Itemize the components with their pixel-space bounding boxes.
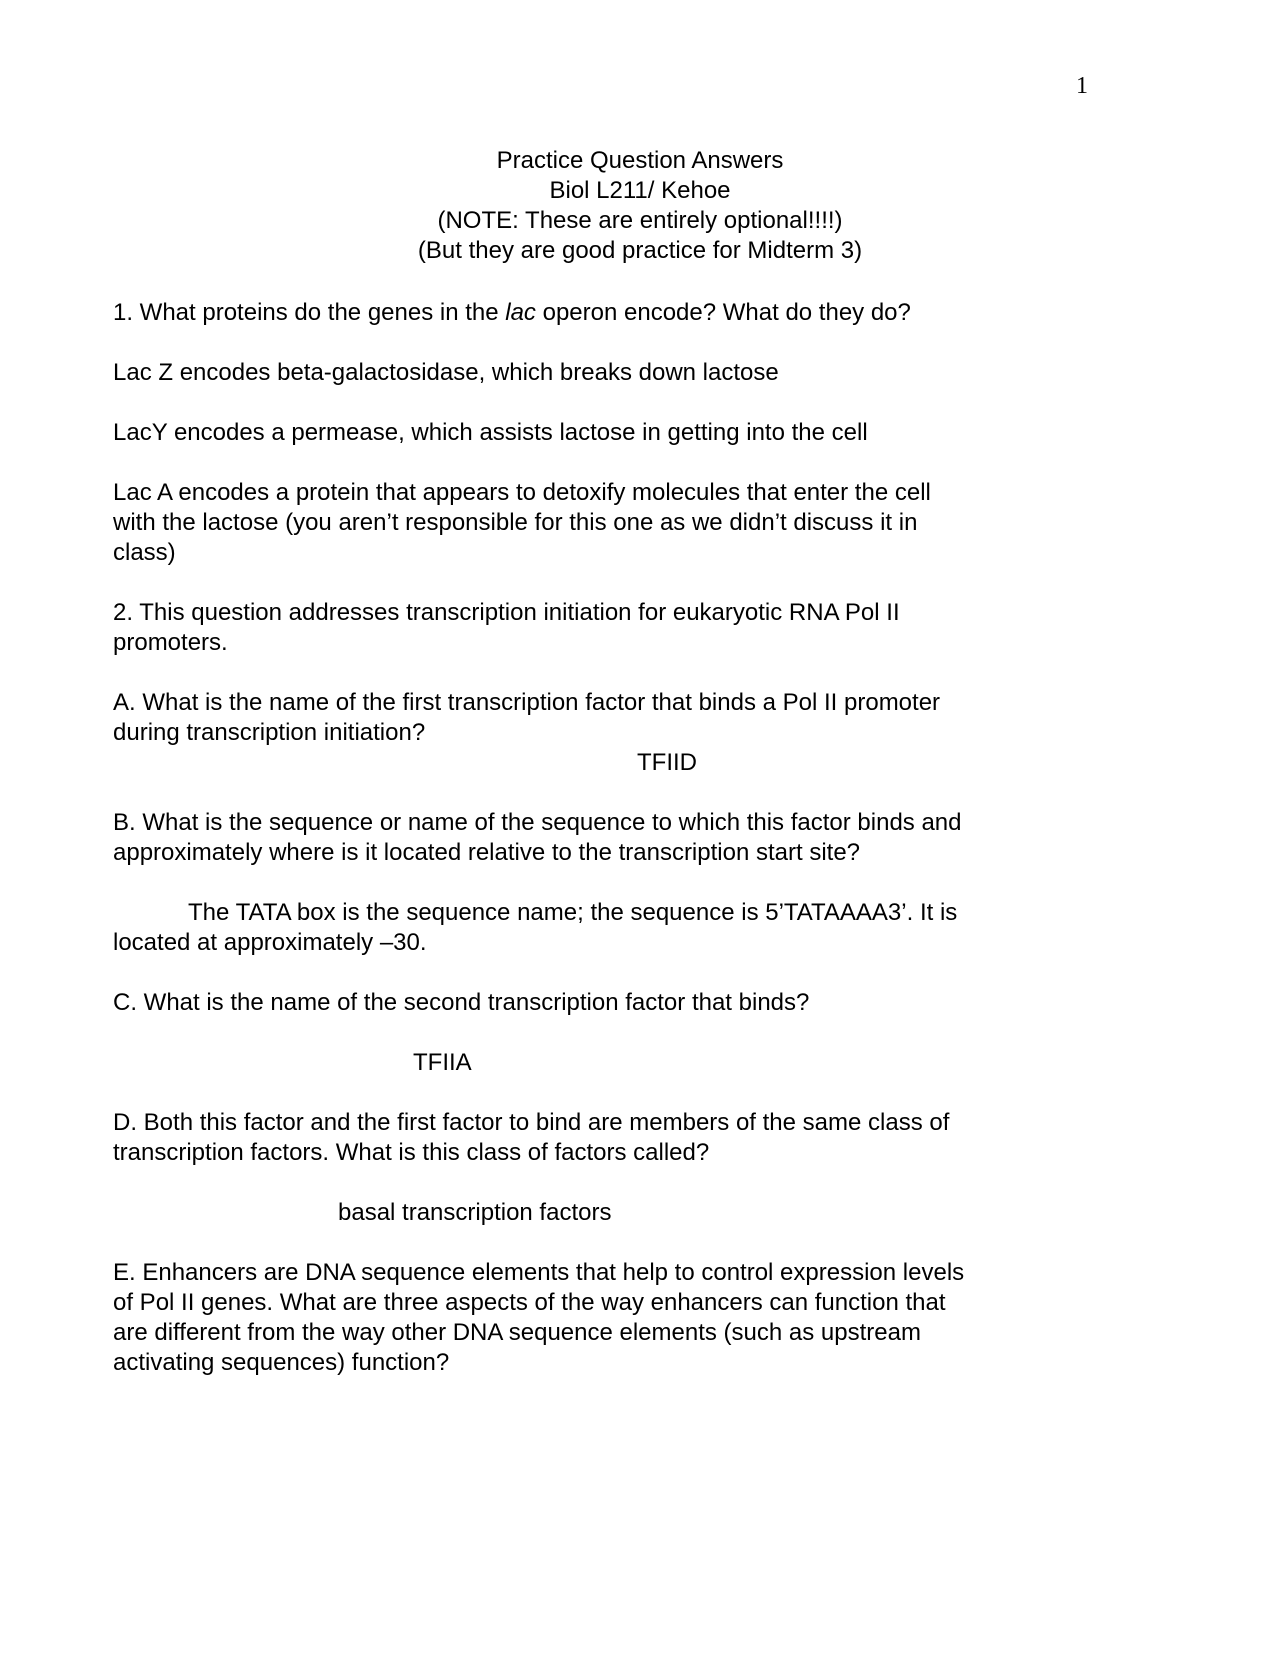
question-2b [113, 808, 1113, 868]
document-header [0, 146, 1280, 266]
document-body [113, 298, 1113, 1408]
question-2a-line: during transcription initiation? [113, 719, 426, 746]
course-line: Biol L211/ Kehoe [549, 177, 731, 204]
answer-lac-z [113, 358, 1113, 388]
page-number: 1 [1076, 73, 1088, 99]
answer-2b-line: The TATA box is the sequence name; the sequence is 5’TATAAAA3’. It is [188, 899, 958, 926]
question-2a [113, 688, 1113, 778]
question-2d [113, 1108, 1113, 1168]
question-2d-line: transcription factors. What is this class of factors called? [113, 1139, 710, 1166]
answer-2d [113, 1198, 1113, 1228]
question-2d-line: D. Both this factor and the first factor to bind are members of the same class of [113, 1109, 950, 1136]
note-line: (NOTE: These are entirely optional!!!!) [437, 207, 843, 234]
question-2e-line: E. Enhancers are DNA sequence elements that help to control expression levels [113, 1259, 965, 1286]
answer-lac-y [113, 418, 1113, 448]
question-1-italic-lac: lac [505, 299, 536, 326]
question-2-intro [113, 598, 1113, 658]
question-2-line: promoters. [113, 629, 228, 656]
answer-2c-text: TFIIA [413, 1049, 472, 1076]
question-1-text [113, 298, 1113, 328]
question-1-suffix: operon encode? What do they do? [535, 299, 911, 326]
question-2c-text: C. What is the name of the second transcription factor that binds? [113, 989, 810, 1016]
question-2e-line: activating sequences) function? [113, 1349, 450, 1376]
question-2-line: 2. This question addresses transcription initiation for eukaryotic RNA Pol II [113, 599, 900, 626]
question-1-prefix: 1. What proteins do the genes in the [113, 299, 506, 326]
question-2c [113, 988, 1113, 1018]
answer-2b [113, 898, 1113, 958]
question-2b-line: B. What is the sequence or name of the sequence to which this factor binds and [113, 809, 962, 836]
question-1 [113, 298, 1113, 328]
answer-lac-a-line: class) [113, 539, 176, 566]
answer-lac-a-line: with the lactose (you aren’t responsible for this one as we didn’t discuss it in [113, 509, 918, 536]
question-2e [113, 1258, 1113, 1378]
answer-2b-line: located at approximately –30. [113, 929, 427, 956]
question-2e-line: are different from the way other DNA sequence elements (such as upstream [113, 1319, 921, 1346]
answer-2a: TFIID [637, 749, 697, 776]
question-2e-line: of Pol II genes. What are three aspects of the way enhancers can function that [113, 1289, 946, 1316]
document-title: Practice Question Answers [496, 147, 784, 174]
answer-lac-z-text: Lac Z encodes beta-galactosidase, which breaks down lactose [113, 359, 779, 386]
answer-lac-a-line: Lac A encodes a protein that appears to detoxify molecules that enter the cell [113, 479, 931, 506]
answer-lac-y-text: LacY encodes a permease, which assists lactose in getting into the cell [113, 419, 868, 446]
answer-2c [113, 1048, 1113, 1078]
answer-2d-text: basal transcription factors [338, 1199, 612, 1226]
answer-lac-a [113, 478, 1113, 568]
question-2b-line: approximately where is it located relative to the transcription start site? [113, 839, 861, 866]
subnote-line: (But they are good practice for Midterm 3) [417, 237, 863, 264]
question-2a-line: A. What is the name of the first transcription factor that binds a Pol II promoter [113, 689, 941, 716]
